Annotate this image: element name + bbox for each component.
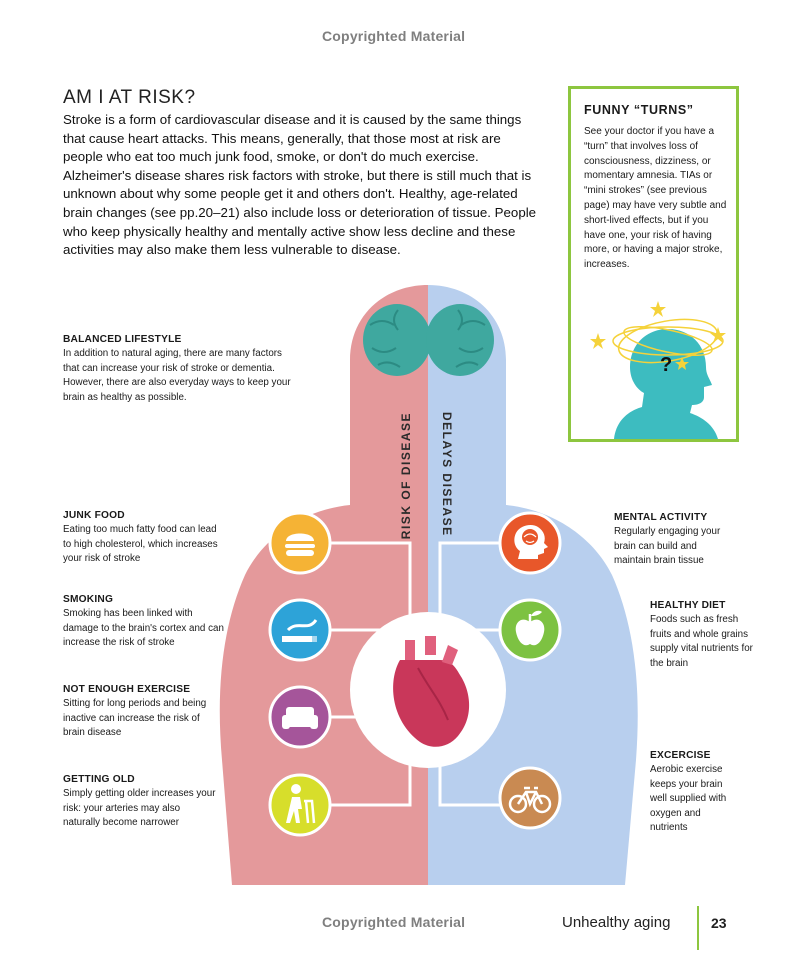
label-body: Smoking has been linked with damage to the brain's cortex and can increase the risk of stroke <box>63 608 224 649</box>
smoking-label <box>63 594 228 651</box>
label-body: Simply getting older increases your risk: your arteries may also naturally become narrower <box>63 788 216 829</box>
question-mark: ? <box>660 354 673 376</box>
page-number: 23 <box>711 915 727 931</box>
footer-section-title: Unhealthy aging <box>562 914 671 931</box>
sidebox-title: FUNNY “TURNS” <box>584 103 694 117</box>
junk-food-label <box>63 510 223 567</box>
label-body: Eating too much fatty food can lead to high cholesterol, which increases your risk of stroke <box>63 524 218 565</box>
healthy-diet-label <box>650 600 760 671</box>
watermark-bottom: Copyrighted Material <box>322 914 466 930</box>
label-body: Foods such as fresh fruits and whole grains supply vital nutrients for the brain <box>650 614 753 669</box>
head-brain-icon <box>498 511 562 575</box>
balanced-lifestyle-label <box>63 334 293 405</box>
not-enough-exercise-label <box>63 684 208 741</box>
label-title: BALANCED LIFESTYLE <box>63 334 182 345</box>
burger-icon <box>268 511 332 575</box>
page-title: AM I AT RISK? <box>63 87 196 108</box>
label-title: GETTING OLD <box>63 774 135 785</box>
getting-old-label <box>63 774 218 831</box>
delays-disease-label: DELAYS DISEASE <box>440 412 454 537</box>
cigarette-icon <box>268 598 332 662</box>
label-title: EXCERCISE <box>650 750 711 761</box>
exercise-label <box>650 750 740 836</box>
label-title: MENTAL ACTIVITY <box>614 512 708 523</box>
label-title: HEALTHY DIET <box>650 600 726 611</box>
label-body: Sitting for long periods and being inactive can increase the risk of brain disease <box>63 698 207 739</box>
elderly-walker-icon <box>268 773 332 837</box>
sofa-icon <box>268 685 332 749</box>
apple-icon <box>498 598 562 662</box>
label-body: In addition to natural aging, there are many factors that can increase your risk of stroke or dementia. However, there are also everyday ways to keep your brain as healthy as possible. <box>63 348 291 403</box>
label-title: SMOKING <box>63 594 114 605</box>
bicycle-icon <box>498 766 562 830</box>
label-title: JUNK FOOD <box>63 510 125 521</box>
risk-of-disease-label: RISK OF DISEASE <box>399 412 413 540</box>
watermark-top: Copyrighted Material <box>322 28 466 44</box>
label-title: NOT ENOUGH EXERCISE <box>63 684 191 695</box>
mental-activity-label <box>614 512 724 569</box>
label-body: Aerobic exercise keeps your brain well supplied with oxygen and nutrients <box>650 764 727 834</box>
sidebox-body: See your doctor if you have a “turn” that involves loss of consciousness, dizziness, or momentary amnesia. TIAs or “mini strokes” (see previous page) may have very subtle and short-lived effects, but if you have one, your risk of having more, or having a major stroke, increases. <box>584 126 727 271</box>
footer-divider <box>697 906 699 950</box>
intro-paragraph: Stroke is a form of cardiovascular disease and it is caused by the same things that cause heart attacks. This means, generally, that those most at risk are people who eat too much junk food, smoke, or don't do much exercise. Alzheimer's disease shares risk factors with stroke, but there is still much that is unknown about why some people get it and others don't. Healthy, age-related brain changes (see pp.20–21) also include loss or deterioration of tissue. People who keep physically healthy and mentally active show less decline and these activities may also make them less vulnerable to disease. <box>63 112 537 258</box>
label-body: Regularly engaging your brain can build and maintain brain tissue <box>614 526 721 567</box>
